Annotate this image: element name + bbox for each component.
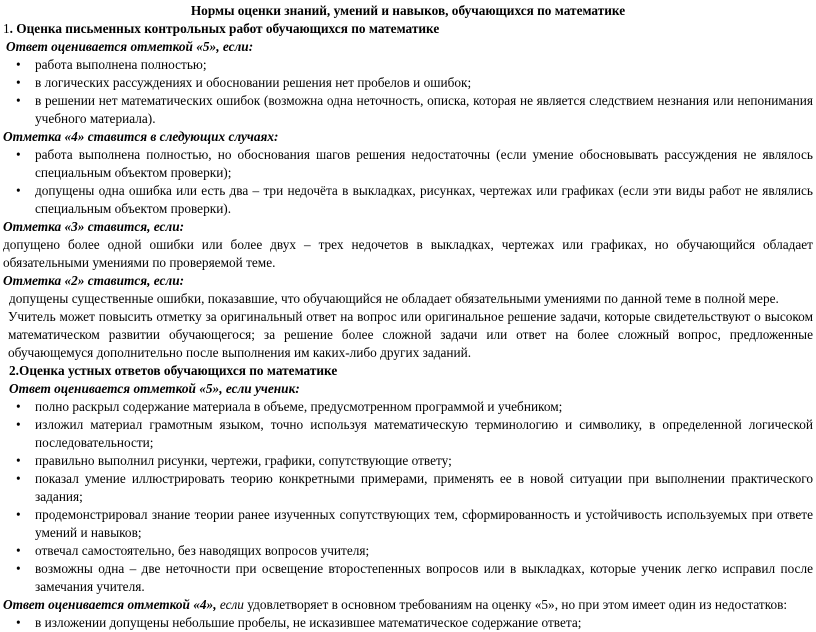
list-item (3, 470, 813, 506)
list-item-text: в решении нет математических ошибок (возможна одна неточность, описка, которая не является следствием незнания или непонимания учебного материала). (35, 93, 813, 126)
list-item-text: изложил материал грамотным языком, точно используя математическую терминологию и символику, в определенной логической последовательности; (35, 417, 813, 450)
list-item-text: показал умение иллюстрировать теорию конкретными примерами, применять ее в новой ситуации при выполнении практического задания; (35, 471, 813, 504)
bullet-icon: • (16, 93, 21, 108)
bullet-icon: • (16, 57, 21, 72)
list-item (3, 506, 813, 542)
section2-heading: 2.Оценка устных ответов обучающихся по математике (9, 363, 338, 378)
list-item (3, 614, 813, 632)
section1-heading-text: . Оценка письменных контрольных работ обучающихся по математике (9, 21, 440, 36)
list-item (3, 398, 813, 416)
bullet-icon: • (16, 183, 21, 198)
section1-heading (3, 20, 813, 38)
list-item-text: полно раскрыл содержание материала в объеме, предусмотренном программой и учебником; (35, 399, 563, 414)
s2-grade5-list (3, 398, 813, 596)
s2-grade4-lead-italic: если (216, 597, 244, 612)
list-item (3, 452, 813, 470)
list-item-text: правильно выполнил рисунки, чертежи, графики, сопутствующие ответу; (35, 453, 452, 468)
s1-grade4-list (3, 146, 813, 218)
list-item (3, 56, 813, 74)
page-title: Нормы оценки знаний, умений и навыков, обучающихся по математике (190, 3, 626, 18)
list-item-text: в изложении допущены небольшие пробелы, не исказившее математическое содержание ответа; (35, 615, 582, 630)
list-item-text: отвечал самостоятельно, без наводящих вопросов учителя; (35, 543, 370, 558)
list-item (3, 416, 813, 452)
s1-note: Учитель может повысить отметку за оригинальный ответ на вопрос или оригинальное решение задачи, которые свидетельствуют о высоком математическом развитии обучающегося; за решение более сложной задачи или ответ на более сложный вопрос, предложенные обучающемуся дополнительно после выполнения им каких-либо других заданий. (8, 309, 813, 360)
s2-grade5-lead: Ответ оценивается отметкой «5», если ученик: (9, 381, 300, 396)
s1-grade2-lead: Отметка «2» ставится, если: (3, 273, 185, 288)
list-item (3, 560, 813, 596)
list-item-text: в логических рассуждениях и обосновании решения нет пробелов и ошибок; (35, 75, 472, 90)
section1-heading-number: 1 (3, 21, 10, 36)
bullet-icon: • (16, 615, 21, 630)
list-item-text: допущены одна ошибка или есть два – три недочёта в выкладках, рисунках, чертежах или графиках (если эти виды работ не являлись специальным объектом проверки). (35, 183, 813, 216)
list-item-text: работа выполнена полностью, но обоснования шагов решения недостаточны (если умение обосновывать рассуждения не являлось специальным объектом проверки); (35, 147, 813, 180)
s1-grade2-text: допущены существенные ошибки, показавшие, что обучающийся не обладает обязательными умениями по данной теме в полной мере. (9, 291, 779, 306)
bullet-icon: • (16, 453, 21, 468)
s1-grade5-lead: Ответ оценивается отметкой «5», если: (6, 39, 254, 54)
list-item (3, 74, 813, 92)
s1-grade5-list (3, 56, 813, 128)
bullet-icon: • (16, 417, 21, 432)
s2-grade4-lead-bold: Ответ оценивается отметкой «4», (3, 597, 217, 612)
s2-grade4-list (3, 614, 813, 632)
s2-grade4-lead (3, 596, 813, 614)
bullet-icon: • (16, 399, 21, 414)
bullet-icon: • (16, 507, 21, 522)
bullet-icon: • (16, 147, 21, 162)
bullet-icon: • (16, 561, 21, 576)
list-item (3, 542, 813, 560)
s2-grade4-lead-rest: удовлетворяет в основном требованиям на оценку «5», но при этом имеет один из недостатков: (243, 597, 788, 612)
s1-grade4-lead: Отметка «4» ставится в следующих случаях: (3, 129, 279, 144)
s1-grade3-text: допущено более одной ошибки или более двух – трех недочетов в выкладках, чертежах или графиках, но обучающийся обладает обязательными умениями по проверяемой теме. (3, 237, 813, 270)
bullet-icon: • (16, 543, 21, 558)
list-item (3, 92, 813, 128)
s1-grade3-lead: Отметка «3» ставится, если: (3, 219, 185, 234)
list-item (3, 146, 813, 182)
list-item-text: работа выполнена полностью; (35, 57, 207, 72)
list-item (3, 182, 813, 218)
bullet-icon: • (16, 75, 21, 90)
bullet-icon: • (16, 471, 21, 486)
list-item-text: возможны одна – две неточности при освещение второстепенных вопросов или в выкладках, которые ученик легко исправил после замечания учителя. (35, 561, 813, 594)
list-item-text: продемонстрировал знание теории ранее изученных сопутствующих тем, сформированность и устойчивость используемых при ответе умений и навыков; (35, 507, 813, 540)
